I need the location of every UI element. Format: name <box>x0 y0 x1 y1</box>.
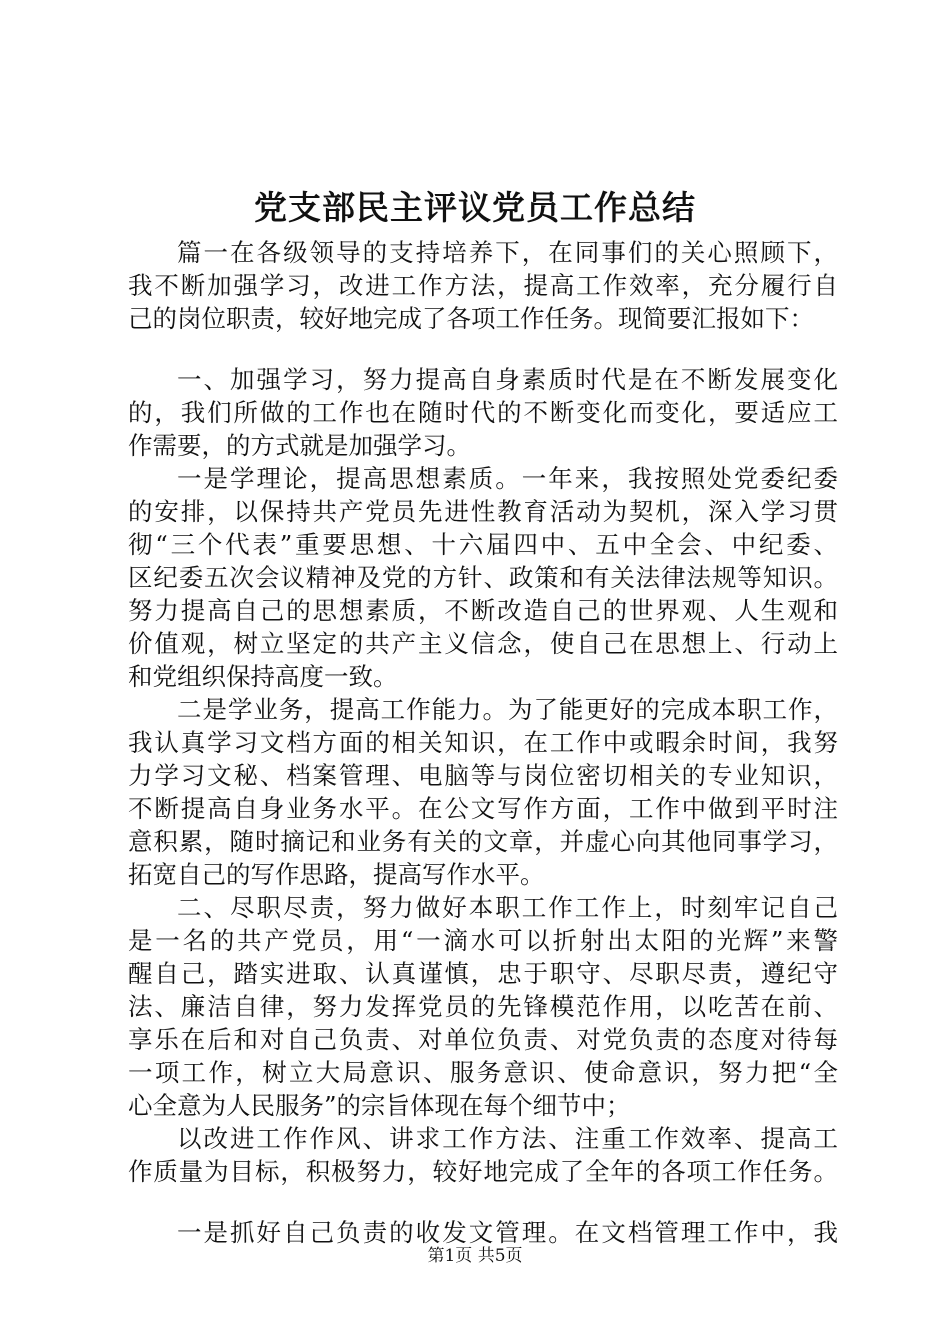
text-line: 篇一在各级领导的支持培养下，在同事们的关心照顾下， <box>177 238 838 267</box>
text-line: 拓宽自己的写作思路，提高写作水平。 <box>128 860 545 889</box>
text-line: 意积累，随时摘记和业务有关的文章，并虚心向其他同事学习， <box>128 827 838 856</box>
document-title: 党支部民主评议党员工作总结 <box>254 188 696 227</box>
text-line: 区纪委五次会议精神及党的方针、政策和有关法律法规等知识。 <box>128 563 838 592</box>
page-footer: 第1页 共5页 <box>427 1246 523 1266</box>
paragraph-gap <box>128 1188 838 1216</box>
text-line: 以改进工作作风、讲求工作方法、注重工作效率、提高工 <box>177 1124 838 1153</box>
text-line: 一项工作，树立大局意识、服务意识、使命意识，努力把“全 <box>128 1058 838 1087</box>
text-line: 一、加强学习，努力提高自身素质时代是在不断发展变化 <box>177 365 838 394</box>
text-line: 心全意为人民服务”的宗旨体现在每个细节中； <box>128 1091 631 1120</box>
text-line: 的，我们所做的工作也在随时代的不断变化而变化，要适应工 <box>128 398 838 427</box>
text-line: 彻“三个代表”重要思想、十六届四中、五中全会、中纪委、 <box>128 530 838 559</box>
text-line: 努力提高自己的思想素质，不断改造自己的世界观、人生观和 <box>128 596 838 625</box>
text-line: 价值观，树立坚定的共产主义信念，使自己在思想上、行动上 <box>128 629 838 658</box>
text-line: 享乐在后和对自己负责、对单位负责、对党负责的态度对待每 <box>128 1025 838 1054</box>
text-line: 二、尽职尽责，努力做好本职工作工作上，时刻牢记自己 <box>177 893 838 922</box>
document-body <box>128 236 838 1249</box>
text-line: 力学习文秘、档案管理、电脑等与岗位密切相关的专业知识， <box>128 761 838 790</box>
text-line: 我认真学习文档方面的相关知识，在工作中或暇余时间，我努 <box>128 728 838 757</box>
text-line: 作质量为目标，积极努力，较好地完成了全年的各项工作任务。 <box>128 1157 838 1186</box>
text-line: 醒自己，踏实进取、认真谨慎，忠于职守、尽职尽责，遵纪守 <box>128 959 838 988</box>
text-line: 是一名的共产党员，用“一滴水可以折射出太阳的光辉”来警 <box>128 926 838 955</box>
text-line: 二是学业务，提高工作能力。为了能更好的完成本职工作， <box>177 695 838 724</box>
text-line: 一是抓好自己负责的收发文管理。在文档管理工作中，我 <box>177 1218 838 1247</box>
text-line: 和党组织保持高度一致。 <box>128 662 398 691</box>
text-line: 作需要，的方式就是加强学习。 <box>128 431 471 460</box>
text-line: 的安排，以保持共产党员先进性教育活动为契机，深入学习贯 <box>128 497 838 526</box>
text-line: 己的岗位职责，较好地完成了各项工作任务。现简要汇报如下： <box>128 304 814 333</box>
text-line: 一是学理论，提高思想素质。一年来，我按照处党委纪委 <box>177 464 838 493</box>
text-line: 法、廉洁自律，努力发挥党员的先锋模范作用，以吃苦在前、 <box>128 992 838 1021</box>
text-line: 我不断加强学习，改进工作方法，提高工作效率，充分履行自 <box>128 271 838 300</box>
text-line: 不断提高自身业务水平。在公文写作方面，工作中做到平时注 <box>128 794 838 823</box>
paragraph-gap <box>128 335 838 363</box>
